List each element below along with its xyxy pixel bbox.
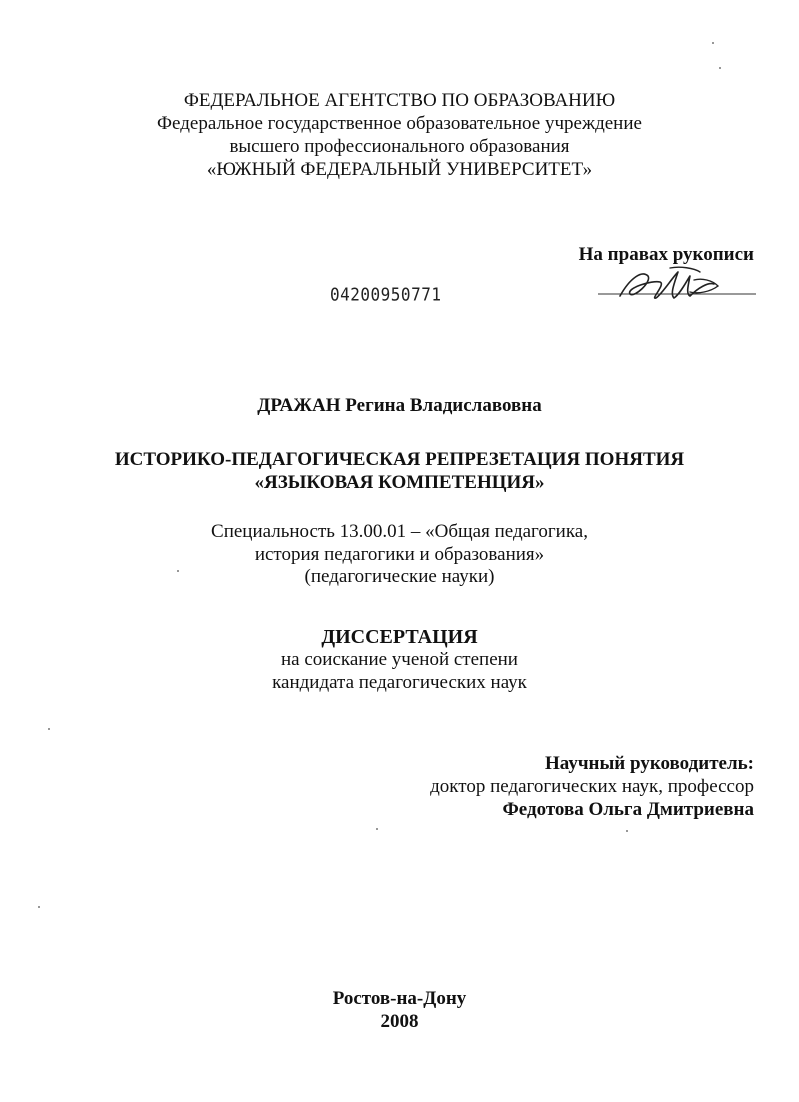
- work-type-line1: на соискание ученой степени: [281, 649, 518, 670]
- scan-speck: [177, 570, 179, 572]
- title-line1: ИСТОРИКО-ПЕДАГОГИЧЕСКАЯ РЕПРЕЗЕТАЦИЯ ПОНЯТИЯ: [114, 449, 685, 470]
- scan-speck: [48, 728, 50, 730]
- work-type-label: ДИССЕРТАЦИЯ: [321, 626, 478, 648]
- institution-type-line2: высшего профессионального образования: [229, 136, 570, 157]
- catalog-number: 04200950771: [330, 284, 442, 305]
- city: Ростов-на-Дону: [332, 988, 467, 1009]
- specialty-line3: (педагогические науки): [304, 566, 495, 587]
- scan-speck: [719, 67, 721, 69]
- scan-speck: [712, 42, 714, 44]
- scan-speck: [38, 906, 40, 908]
- supervisor-name: Федотова Ольга Дмитриевна: [502, 799, 754, 820]
- agency-name: ФЕДЕРАЛЬНОЕ АГЕНТСТВО ПО ОБРАЗОВАНИЮ: [183, 90, 616, 111]
- specialty-line1: Специальность 13.00.01 – «Общая педагогика,: [211, 521, 588, 542]
- year: 2008: [380, 1011, 419, 1032]
- institution-type-line1: Федеральное государственное образовательное учреждение: [157, 113, 642, 134]
- title-line2: «ЯЗЫКОВАЯ КОМПЕТЕНЦИЯ»: [254, 472, 545, 493]
- specialty-line2: история педагогики и образования»: [254, 544, 545, 565]
- university-name: «ЮЖНЫЙ ФЕДЕРАЛЬНЫЙ УНИВЕРСИТЕТ»: [206, 159, 593, 180]
- scan-speck: [626, 830, 628, 832]
- work-type-line2: кандидата педагогических наук: [272, 672, 527, 693]
- signature-image: [590, 258, 760, 308]
- author-surname: ДРАЖАН: [257, 395, 341, 416]
- scan-speck: [376, 828, 378, 830]
- manuscript-note: На правах рукописи: [578, 244, 754, 265]
- supervisor-credentials: доктор педагогических наук, профессор: [430, 776, 754, 797]
- author-given-names: Регина Владиславовна: [345, 395, 542, 416]
- supervisor-label: Научный руководитель:: [545, 753, 754, 774]
- author-name: [0, 396, 799, 415]
